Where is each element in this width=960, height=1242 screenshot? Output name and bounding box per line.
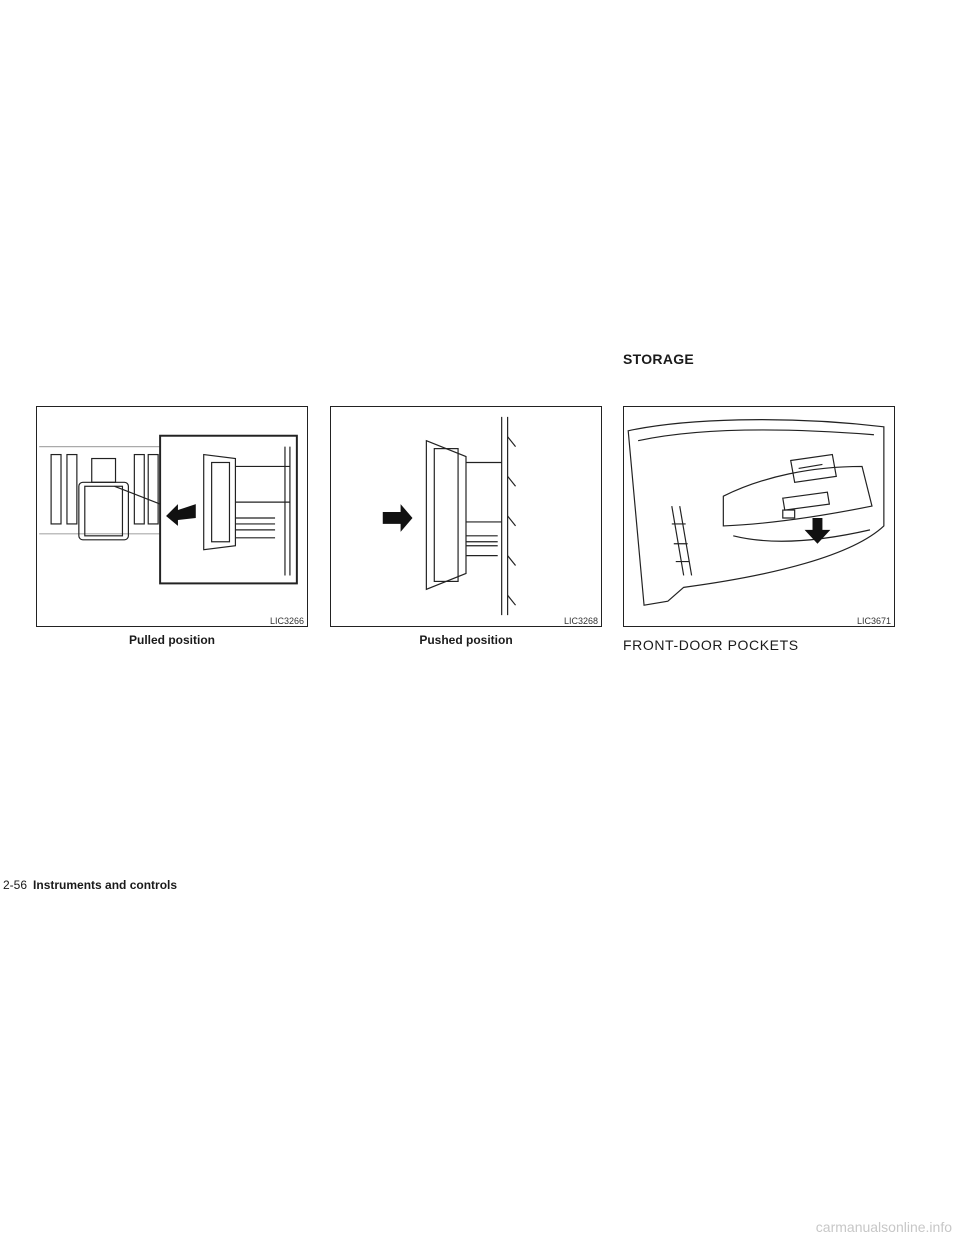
figure-code: LIC3268 — [563, 616, 598, 626]
figure-pushed-position — [330, 406, 602, 627]
figure-front-door-pockets — [623, 406, 895, 627]
figure-caption: Pulled position — [129, 633, 215, 647]
figure-pulled-position — [36, 406, 308, 627]
push-arrow-icon — [383, 504, 413, 532]
pushed-position-illustration — [331, 407, 601, 626]
chapter-title: Instruments and controls — [33, 878, 178, 892]
watermark: carmanualsonline.info — [815, 1219, 952, 1235]
figure-code: LIC3671 — [856, 616, 891, 626]
figure-caption: Pushed position — [419, 633, 513, 647]
pulled-position-illustration — [37, 407, 307, 626]
subheading-front-door-pockets: FRONT-DOOR POCKETS — [623, 637, 799, 653]
pull-arrow-icon — [166, 504, 196, 526]
section-heading: STORAGE — [623, 351, 695, 367]
page-footer — [3, 878, 177, 892]
page-number: 2-56 — [3, 878, 28, 892]
figure-code: LIC3266 — [269, 616, 304, 626]
front-door-pockets-illustration — [624, 407, 894, 626]
